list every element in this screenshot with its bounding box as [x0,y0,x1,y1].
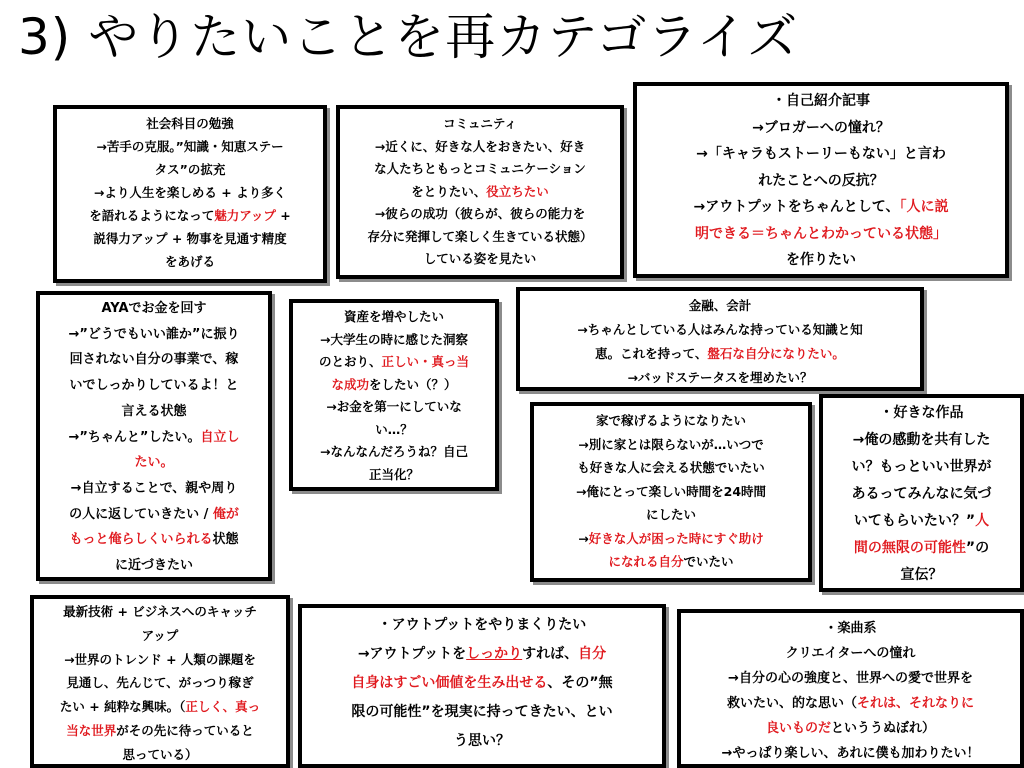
highlight-text: 魅力アップ [214,208,276,223]
card-line [823,400,1020,427]
text-segment: + [275,208,291,223]
card-line [681,741,1020,766]
card-line [40,296,268,322]
text-segment: コミュニティ [443,116,517,131]
card-work-from-home [530,402,812,582]
card-line [302,727,662,756]
text-segment: →やっぱり楽しい、あれに僕も加わりたい！ [721,746,980,761]
card-line [293,351,495,374]
text-segment: →お金を第一にしていな [326,399,462,414]
text-segment: い？もっといい世界が [851,459,992,475]
card-line [293,374,495,397]
text-segment: 状態 [212,532,239,548]
text-segment: 、その”無 [547,675,613,691]
highlight-text: 良いものだ [765,721,831,736]
card-line [34,743,286,767]
page-title: 3) やりたいことを再カテゴライズ [18,8,799,66]
text-segment: といううぬぼれ） [831,721,936,736]
card-line [34,648,286,672]
text-segment: クリエイターへの憧れ [785,646,916,661]
card-line [302,611,662,640]
text-segment: にしたい [645,507,696,522]
card-line [823,454,1020,481]
text-segment: をとりたい、 [411,183,487,199]
text-segment: →別に家とは限らないが…いつで [578,436,764,452]
text-segment: 金融、会計 [688,298,752,313]
highlight-text: 役立ちたい [486,183,549,199]
card-line [57,250,323,273]
text-segment: →”ちゃんと”したい。 [68,429,201,445]
card-social-studies [53,105,327,283]
card-line [534,433,808,457]
card-line [681,691,1020,716]
card-aya-money [36,291,272,581]
highlight-text: 人 [975,513,990,529]
text-segment: ・好きな作品 [879,405,964,421]
text-segment: ”の [965,540,990,556]
card-line [520,294,920,318]
card-line [34,695,286,719]
highlight-text: 正しい・真っ当 [381,354,470,369]
card-line [823,508,1020,535]
card-line [40,399,268,425]
text-segment: →俺の感動を共有した [852,432,991,448]
text-segment: →世界のトレンド + 人類の課題を [64,651,256,667]
card-line [57,181,323,204]
text-segment: →より人生を楽しめる + より多く [93,185,287,200]
card-line [302,698,662,727]
card-line [637,194,1005,221]
card-line [823,562,1020,589]
text-segment: 言える状態 [121,403,187,419]
card-line [340,113,620,136]
text-segment: いてもらいたい？” [853,513,976,529]
text-segment: →自分の心の強度と、世界への愛で世界を [728,671,973,686]
card-line [57,135,323,158]
card-line [40,527,268,553]
card-line [637,88,1005,115]
text-segment: タス”の拡充 [154,162,226,177]
card-line [293,441,495,464]
text-segment: AYAでお金を回す [101,301,207,316]
card-line [40,322,268,348]
card-line [340,181,620,204]
card-line [340,158,620,181]
card-line [293,464,495,487]
card-line [40,373,268,399]
card-line [40,502,268,528]
card-line [40,476,268,502]
text-segment: 救いたい、的な思い（ [726,696,857,711]
card-line [637,168,1005,195]
text-segment: 限の可能性”を現実に持ってきたい、とい [351,704,613,720]
card-line [340,136,620,159]
card-line [681,716,1020,741]
text-segment: いでしっかりしているよ！と [69,378,239,394]
text-segment: 説得力アップ + 物事を見通す精度 [93,231,287,246]
text-segment: している姿を見たい [423,251,537,266]
card-line [520,366,920,390]
text-segment: を語れるようになって [89,208,215,223]
card-line [637,115,1005,142]
card-line [57,204,323,227]
text-segment: 家で稼げるようになりたい [595,413,746,428]
highlight-text: しっかり [466,646,523,662]
card-line [293,396,495,419]
card-line [293,306,495,329]
text-segment: →”どうでもいい誰か”に振り [68,326,240,342]
text-segment: う思い？ [454,733,510,749]
highlight-text: 当な世界 [66,722,117,738]
card-line [302,669,662,698]
text-segment: に近づきたい [114,558,193,574]
card-line [534,503,808,527]
text-segment: →アウトプットをちゃんとして、 [693,199,900,215]
highlight-text: な成功 [331,376,369,392]
text-segment: →ちゃんとしている人はみんな持っている知識と知 [577,322,863,337]
highlight-text: 自身はすごい価値を生み出せる [351,675,548,691]
text-segment: すれば、 [522,646,579,662]
card-line [57,158,323,181]
card-line [340,226,620,249]
card-line [34,719,286,743]
card-line [681,666,1020,691]
text-segment: 思っている） [122,746,198,762]
text-segment: の人に返していきたい / [69,506,213,522]
card-line [57,227,323,250]
card-line [637,141,1005,168]
card-finance [516,287,924,391]
card-line [823,427,1020,454]
card-line [40,347,268,373]
text-segment: 回されない自分の事業で、稼 [69,352,239,368]
card-assets [289,299,499,491]
card-line [340,248,620,271]
highlight-text: 自立し [200,429,240,445]
card-line [534,527,808,551]
text-segment: をしたい（？） [369,376,457,392]
text-segment: ・楽曲系 [824,621,877,636]
card-line [534,409,808,433]
card-line [40,450,268,476]
card-line [34,624,286,648]
card-line [637,221,1005,248]
text-segment: も好きな人に会える状態でいたい [577,460,765,475]
text-segment: あるってみんなに気づ [851,486,992,502]
text-segment: 存分に発揮して楽しく生きている状態） [367,228,593,244]
card-line [520,342,920,366]
card-line [40,425,268,451]
text-segment: れたことへの反抗？ [758,172,884,189]
text-segment: をあげる [164,254,215,269]
text-segment: がその先に待っていると [116,722,254,738]
card-line [534,550,808,574]
card-line [40,553,268,579]
text-segment: 最新技術 + ビジネスへのキャッチ [63,604,257,619]
card-line [823,481,1020,508]
card-favorite-works [819,394,1024,592]
card-line [520,318,920,342]
card-line [681,616,1020,641]
card-line [34,671,286,695]
card-self-intro [633,82,1009,278]
text-segment: →彼らの成功（彼らが、彼らの能力を [374,206,586,221]
text-segment: →バッドステータスを埋めたい？ [627,370,813,385]
text-segment: →大学生の時に感じた洞察 [320,331,468,347]
text-segment: を作りたい [786,252,856,268]
card-line [681,641,1020,666]
card-line [293,329,495,352]
text-segment: →俺にとって楽しい時間を24時間 [575,483,767,499]
highlight-text: 正しく、真っ [185,699,261,715]
text-segment: 社会科目の勉強 [146,116,234,131]
text-segment: 恵。これを持って、 [595,346,708,361]
text-segment: →アウトプットを [357,646,467,662]
text-segment: →ブロガーへの憧れ？ [752,119,890,136]
card-line [57,112,323,135]
text-segment: のとおり、 [318,354,382,369]
highlight-text: もっと俺らしくいられる [69,532,213,548]
highlight-text: 自分 [578,646,607,662]
card-line [302,640,662,669]
highlight-text: 盤石な自分になりたい。 [707,346,845,361]
text-segment: →近くに、好きな人をおきたい、好き [374,138,586,154]
text-segment: →自立することで、親や周り [70,480,238,496]
card-line [340,203,620,226]
highlight-text: になれる自分 [608,554,684,569]
text-segment: →苦手の克服。”知識・知恵ステー [96,139,284,154]
highlight-text: 間の無限の可能性 [853,540,966,556]
text-segment: ・アウトプットをやりまくりたい [377,617,587,633]
text-segment: 宣伝？ [900,567,943,583]
text-segment: 正当化？ [368,466,419,482]
text-segment: い…？ [375,421,413,437]
highlight-text: 明できる＝ちゃんとわかっている状態」 [695,225,947,242]
text-segment: 見通し、先んじて、がっつり稼ぎ [66,675,254,691]
card-line [823,535,1020,562]
card-line [34,600,286,624]
highlight-text: 「人に説 [899,199,949,215]
card-line [534,456,808,480]
card-line [637,247,1005,274]
text-segment: →なんなんだろうね？自己 [320,444,468,459]
card-community [336,105,624,279]
text-segment: な人たちともっとコミュニケーション [374,161,586,176]
text-segment: 資産を増やしたい [343,309,444,324]
card-line [534,480,808,504]
highlight-text: 俺が [212,506,239,522]
highlight-text: それは、それなりに [857,696,975,711]
text-segment: たい + 純粋な興味。（ [59,699,186,715]
text-segment: →「キャラもストーリーもない」と言わ [696,146,946,162]
text-segment: ・自己紹介記事 [772,93,870,109]
card-latest-tech [30,595,290,768]
highlight-text: たい。 [134,455,174,471]
text-segment: でいたい [683,554,734,569]
card-output [298,604,666,768]
highlight-text: 好きな人が困った時にすぐ助け [588,530,764,546]
card-music [677,609,1024,768]
text-segment: → [578,530,589,546]
text-segment: アップ [141,627,179,643]
card-line [293,419,495,442]
